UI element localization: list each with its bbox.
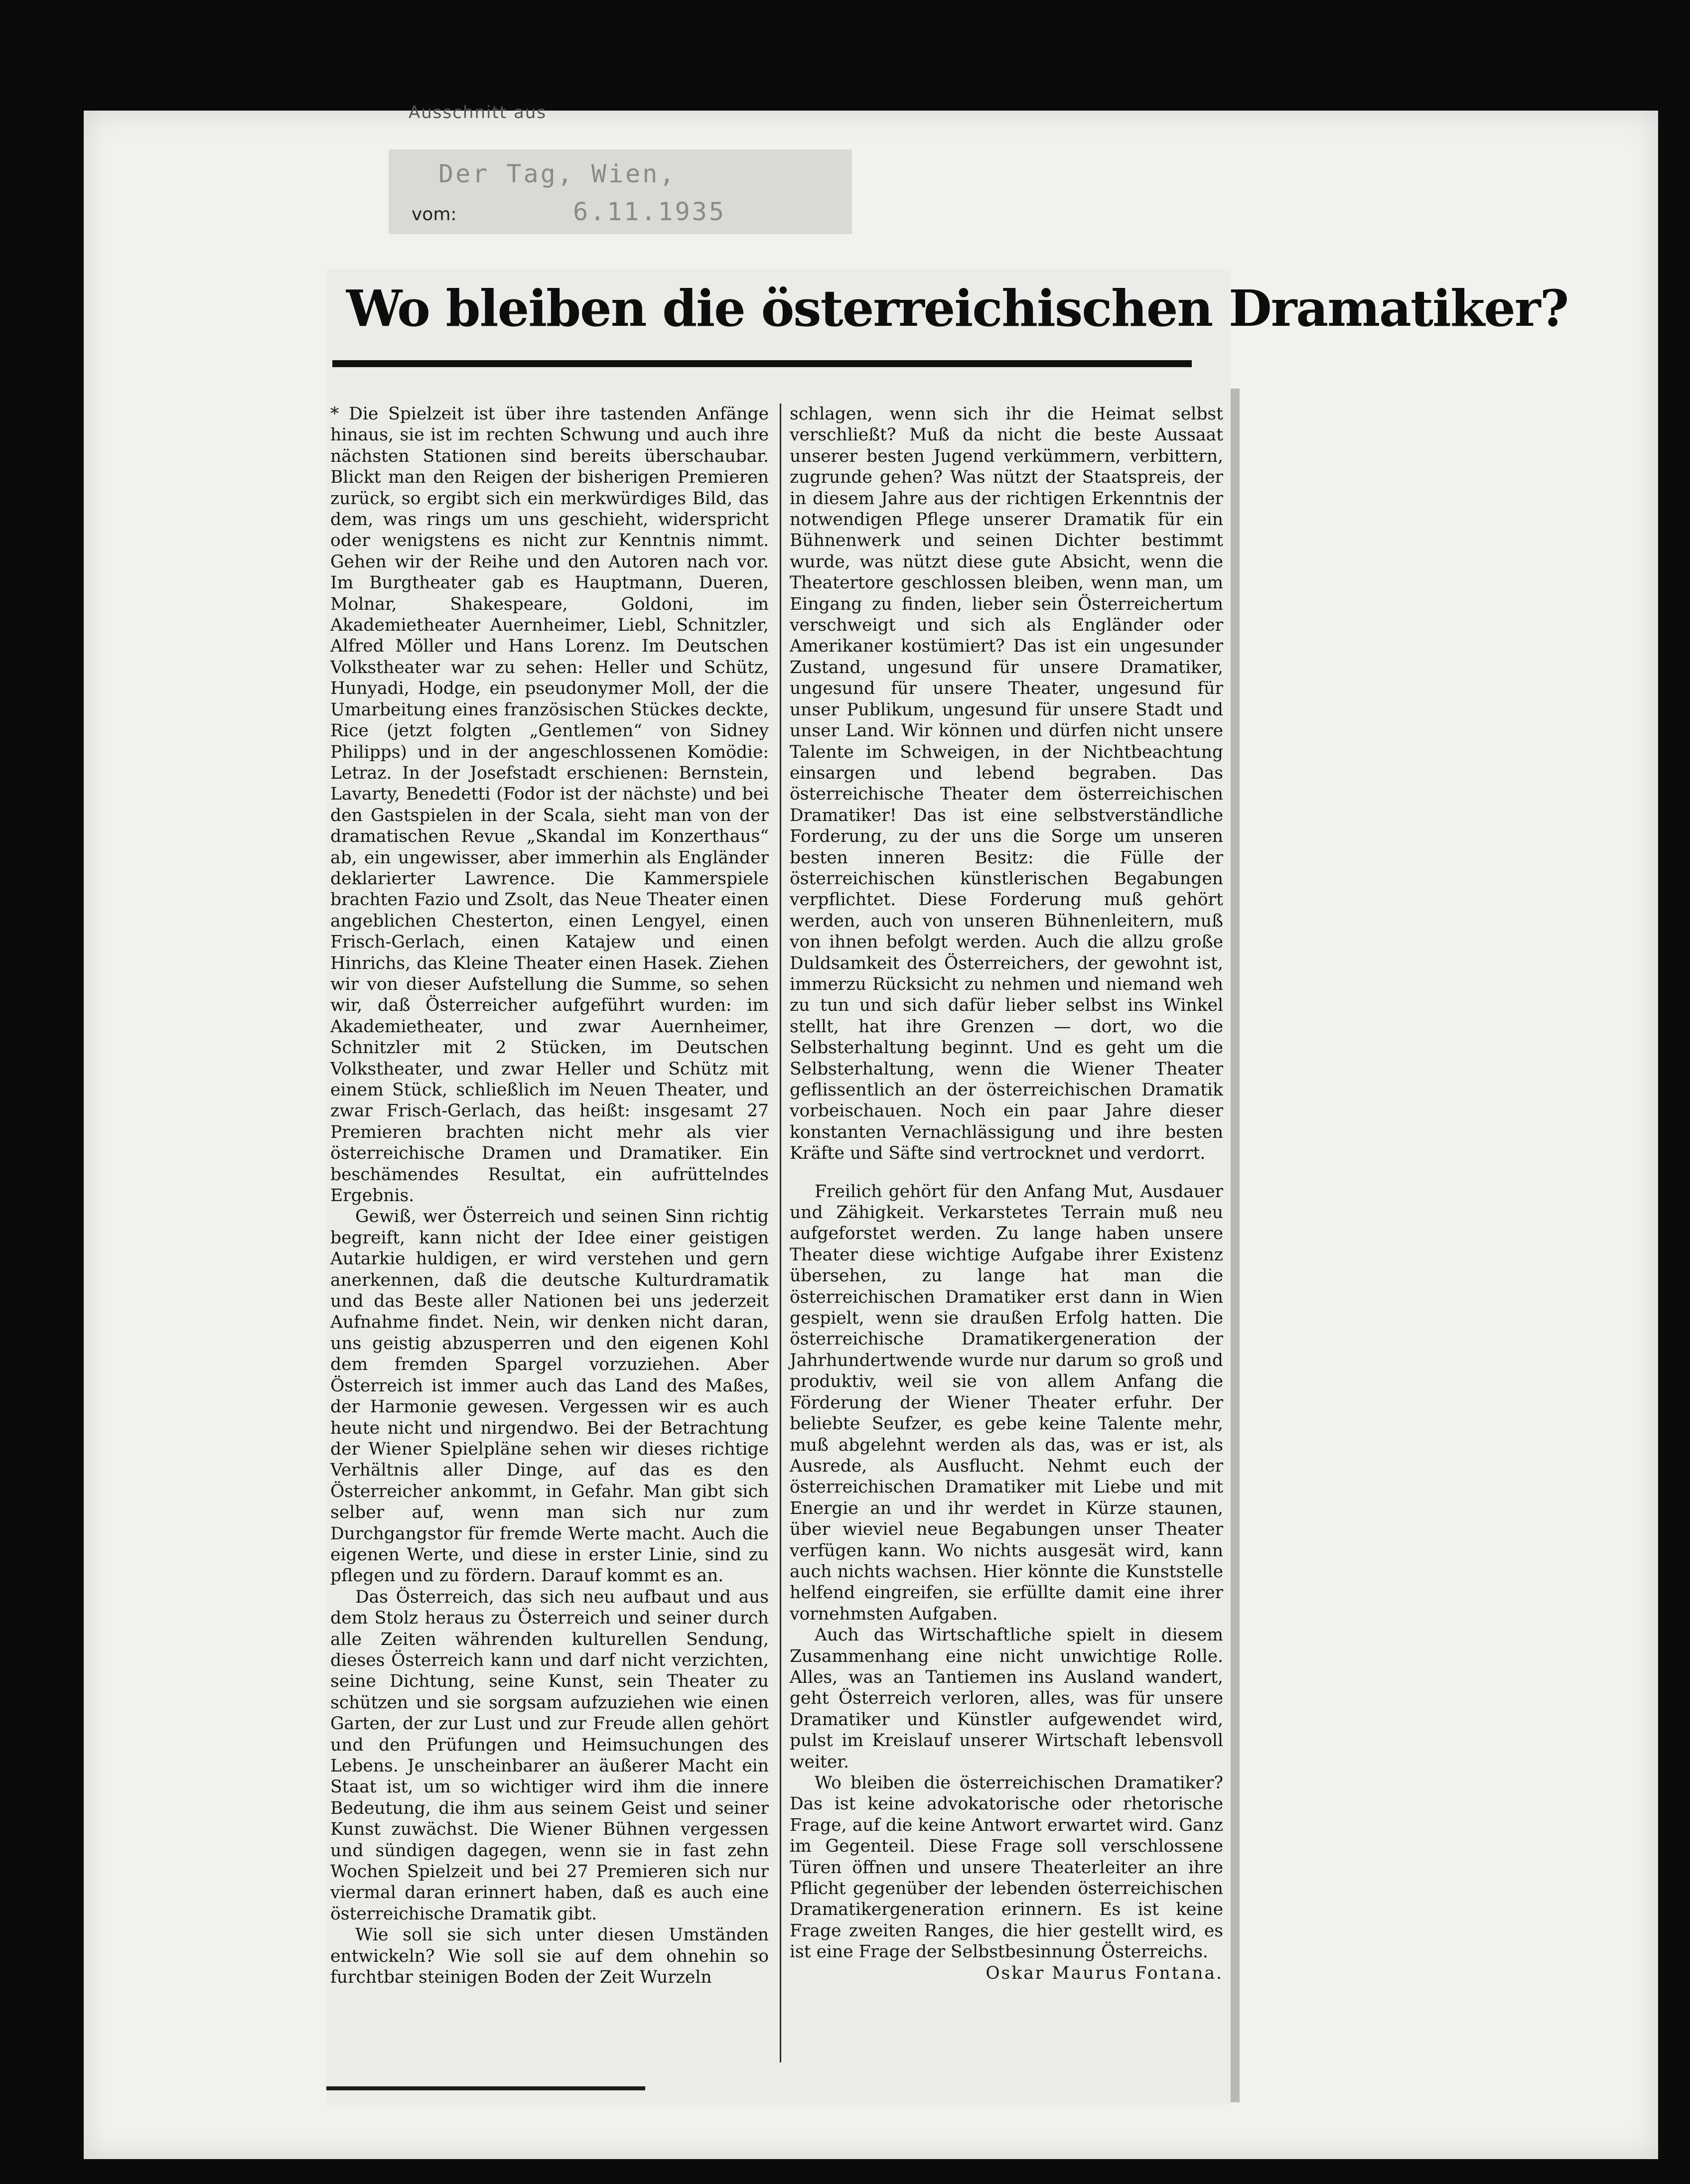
clipping-right-edge [1231,389,1240,2102]
source-name: Der Tag, Wien, [438,159,677,188]
paragraph: Freilich gehört für den Anfang Mut, Ausdauer und Zähigkeit. Verkarstetes Terrain muß neu aufgeforstet werden. Zu lange haben unsere Theater diese wichtige Aufgabe ihrer Existenz übersehen, zu lange hat man die österreichischen Dramatiker erst dann in Wien gespielt, wenn sie draußen Erfolg hatten. Die österreichische Dramatikergeneration der Jahrhundertwende wurde nur darum so groß und produktiv, weil sie von allem Anfang die Förderung der Wiener Theater erfuhr. Der beliebte Seufzer, es gebe keine Talente mehr, muß abgelehnt werden als das, was er ist, als Ausrede, als Ausflucht. Nehmt euch der österreichischen Dramatiker mit Liebe und mit Energie an und ihr werdet in Kürze staunen, über wieviel neue Begabungen unser Theater verfügen kann. Wo nichts ausgesät wird, kann auch nichts wachsen. Hier könnte die Kunststelle helfend eingreifen, sie erfüllte damit eine ihrer vornehmsten Aufgaben. [790,1181,1223,1624]
paragraph: * Die Spielzeit ist über ihre tastenden Anfänge hinaus, sie ist im rechten Schwung und auch ihre nächsten Stationen sind bereits überschaubar. Blickt man den Reigen der bisherigen Premieren zurück, so ergibt sich ein merkwürdiges Bild, das dem, was rings um uns geschieht, widerspricht oder wenigstens es nicht zur Kenntnis nimmt. Gehen wir der Reihe und den Autoren nach vor. Im Burgtheater gab es Hauptmann, Dueren, Molnar, Shakespeare, Goldoni, im Akademietheater Auernheimer, Liebl, Schnitzler, Alfred Möller und Hans Lorenz. Im Deutschen Volkstheater war zu sehen: Heller und Schütz, Hunyadi, Hodge, ein pseudonymer Moll, der die Umarbeitung eines französischen Stückes deckte, Rice (jetzt folgten „Gentlemen“ von Sidney Philipps) und in der angeschlossenen Komödie: Letraz. In der Josefstadt erschienen: Bernstein, Lavarty, Benedetti (Fodor ist der nächste) und bei den Gastspielen in der Scala, sieht man von der dramatischen Revue „Skandal im Konzerthaus“ ab, ein ungewisser, aber immerhin als Engländer deklarierter Lawrence. Die Kammerspiele brachten Fazio und Zsolt, das Neue Theater einen angeblichen Chesterton, einen Lengyel, einen Frisch-Gerlach, einen Katajew und einen Hinrichs, das Kleine Theater einen Hasek. Ziehen wir von dieser Aufstellung die Summe, so sehen wir, daß Österreicher aufgeführt wurden: im Akademietheater, und zwar Auernheimer, Schnitzler mit 2 Stücken, im Deutschen Volkstheater, und zwar Heller und Schütz mit einem Stück, schließlich im Neuen Theater, und zwar Frisch-Gerlach, das heißt: insgesamt 27 Premieren brachten nicht mehr als vier österreichische Dramen und Dramatiker. Ein beschämendes Resultat, ein aufrüttelndes Ergebnis. [330,404,769,1206]
paragraph: schlagen, wenn sich ihr die Heimat selbst verschließt? Muß da nicht die beste Aussaat unserer besten Jugend verkümmern, verbittern, zugrunde gehen? Was nützt der Staatspreis, der in diesem Jahre aus der richtigen Erkenntnis der notwendigen Pflege unserer Dramatik für ein Bühnenwerk und seinen Dichter bestimmt wurde, was nützt diese gute Absicht, wenn die Theatertore geschlossen bleiben, wenn man, um Eingang zu finden, lieber sein Österreichertum verschweigt und sich als Engländer oder Amerikaner kostümiert? Das ist ein ungesunder Zustand, ungesund für unsere Dramatiker, ungesund für unsere Theater, ungesund für unser Publikum, ungesund für unsere Stadt und unser Land. Wir können und dürfen nicht unsere Talente im Schweigen, in der Nichtbeachtung einsargen und lebend begraben. Das österreichische Theater dem österreichischen Dramatiker! Das ist eine selbstverständliche Forderung, zu der uns die Sorge um unseren besten inneren Besitz: die Fülle der österreichischen künstlerischen Begabungen verpflichtet. Diese Forderung muß gehört werden, auch von unseren Bühnenleitern, muß von ihnen befolgt werden. Auch die allzu große Duldsamkeit des Österreichers, der gewohnt ist, immerzu Rücksicht zu nehmen und niemand weh zu tun und sich dafür lieber selbst ins Winkel stellt, hat ihre Grenzen — dort, wo die Selbsterhaltung beginnt. Und es geht um die Selbsterhaltung, wenn die Wiener Theater geflissentlich an der österreichischen Dramatik vorbeischauen. Noch ein paar Jahre dieser konstanten Vernachlässigung und ihre besten Kräfte und Säfte sind vertrocknet und verdorrt. [790,404,1223,1164]
source-stamp [389,149,852,234]
paragraph: Gewiß, wer Österreich und seinen Sinn richtig begreift, kann nicht der Idee einer geistigen Autarkie huldigen, er wird verstehen und gern anerkennen, daß die deutsche Kulturdramatik und das Beste aller Nationen bei uns jederzeit Aufnahme findet. Nein, wir denken nicht daran, uns geistig abzusperren und den eigenen Kohl dem fremden Spargel vorzuziehen. Aber Österreich ist immer auch das Land des Maßes, der Harmonie gewesen. Vergessen wir es auch heute nicht und nirgendwo. Bei der Betrachtung der Wiener Spielpläne sehen wir dieses richtige Verhältnis aller Dinge, auf das es den Österreicher ankommt, in Gefahr. Man gibt sich selber auf, wenn man sich nur zum Durchgangstor für fremde Werte macht. Auch die eigenen Werte, und diese in erster Linie, sind zu pflegen und zu fördern. Darauf kommt es an. [330,1207,769,1586]
author-signature: Oskar Maurus Fontana. [986,1963,1223,1983]
paragraph: Wie soll sie sich unter diesen Umständen entwickeln? Wie soll sie auf dem ohnehin so furchtbar steinigen Boden der Zeit Wurzeln [330,1925,769,1988]
paragraph: Wo bleiben die österreichischen Dramatiker? Das ist keine advokatorische oder rhetorische Frage, auf die keine Antwort erwartet wird. Ganz im Gegenteil. Diese Frage soll verschlossene Türen öffnen und unsere Theaterleiter an ihre Pflicht gegenüber der lebenden österreichischen Dramatikergeneration erinnern. Es ist keine Frage zweiten Ranges, die hier gestellt wird, es ist eine Frage der Selbstbesinnung Österreichs. [790,1773,1223,1962]
newspaper-clipping [326,269,1568,2105]
clipping-service-stamp: Ausschnitt aus [409,103,547,123]
headline-rule [332,360,1192,367]
article-column-right [790,404,1223,2067]
paragraph: Das Österreich, das sich neu aufbaut und aus dem Stolz heraus zu Österreich und seiner durch alle Zeiten währenden kulturellen Sendung, dieses Österreich kann und darf nicht verzichten, seine Dichtung, seine Kunst, sein Theater zu schützen und sie sorgsam aufzuziehen wie einen Garten, der zur Lust und zur Freude allen gehört und den Prüfungen und Heimsuchungen des Lebens. Je unscheinbarer an äußerer Macht ein Staat ist, um so wichtiger wird ihm die innere Bedeutung, die ihm aus seinem Geist und seiner Kunst zuwächst. Die Wiener Bühnen vergessen und sündigen dagegen, wenn sie in fast zehn Wochen Spielzeit und bei 27 Premieren sich nur viermal daran erinnert haben, daß es auch eine österreichische Dramatik gibt. [330,1587,769,1924]
clipping-bottom-edge [326,2086,645,2090]
article-headline: Wo bleiben die österreichischen Dramatiker? [346,279,1568,338]
paragraph: Auch das Wirtschaftliche spielt in diesem Zusammenhang eine nicht unwichtige Rolle. Alles, was an Tantiemen ins Ausland wandert, geht Österreich verloren, alles, was für unsere Dramatiker und Künstler aufgewendet wird, pulst im Kreislauf unserer Wirtschaft lebensvoll weiter. [790,1625,1223,1772]
article-column-left [330,404,769,2067]
vom-label: vom: [412,204,457,225]
source-date: 6.11.1935 [573,197,726,226]
column-divider [780,404,781,2062]
